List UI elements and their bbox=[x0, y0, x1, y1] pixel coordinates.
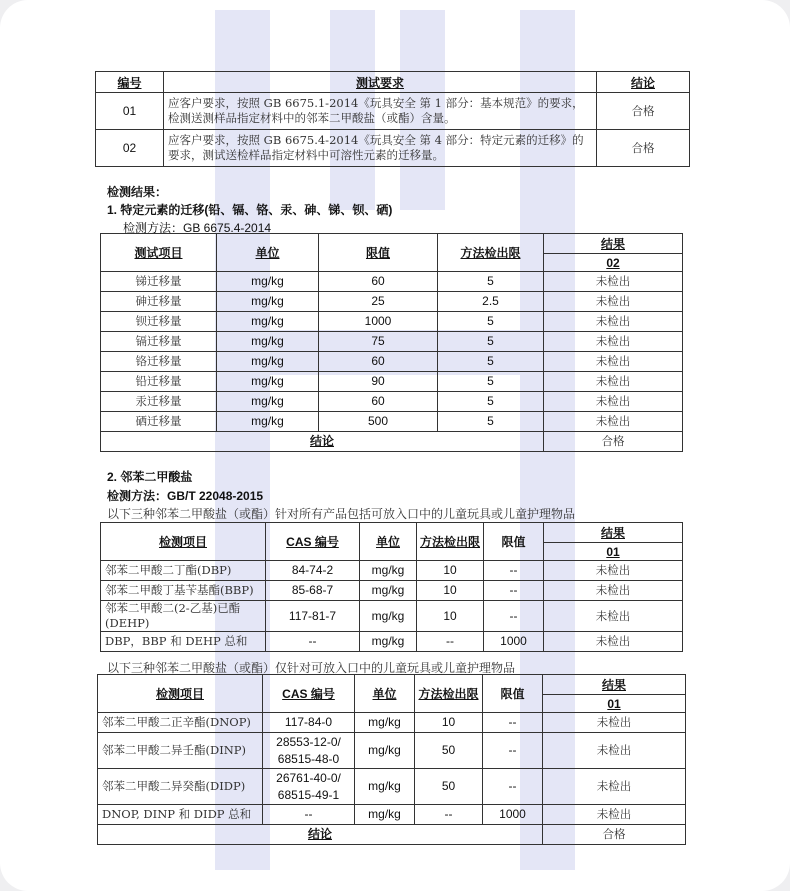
table-cell: 结论 bbox=[98, 825, 543, 845]
table-row bbox=[101, 372, 683, 392]
table-cell: 邻苯二甲酸二异壬酯(DINP) bbox=[98, 733, 263, 769]
table-cell: mg/kg bbox=[355, 733, 415, 769]
table-cell: 未检出 bbox=[543, 713, 686, 733]
table-cell: -- bbox=[266, 632, 360, 652]
phthalate-table-2 bbox=[97, 674, 686, 845]
table-cell: 60 bbox=[319, 392, 438, 412]
table-row bbox=[98, 825, 686, 845]
table-cell: -- bbox=[417, 632, 484, 652]
table-row bbox=[101, 632, 683, 652]
table-cell: 铅迁移量 bbox=[101, 372, 217, 392]
table-cell: mg/kg bbox=[217, 332, 319, 352]
table-cell: 汞迁移量 bbox=[101, 392, 217, 412]
table-cell: 镉迁移量 bbox=[101, 332, 217, 352]
table-cell: 60 bbox=[319, 352, 438, 372]
table-cell: mg/kg bbox=[217, 352, 319, 372]
table-row bbox=[96, 130, 690, 167]
table-cell: 50 bbox=[415, 769, 483, 805]
header-sample: 01 bbox=[543, 695, 686, 713]
cell-id: 01 bbox=[96, 93, 164, 130]
table-cell: 砷迁移量 bbox=[101, 292, 217, 312]
table-cell: 90 bbox=[319, 372, 438, 392]
table-cell: mg/kg bbox=[217, 372, 319, 392]
table-cell: -- bbox=[483, 713, 543, 733]
table-cell: 邻苯二甲酸丁基苄基酯(BBP) bbox=[101, 581, 266, 601]
header-limit: 限值 bbox=[484, 523, 544, 561]
table-cell: mg/kg bbox=[360, 581, 417, 601]
cell-text: 应客户要求，按照 GB 6675.4-2014《玩具安全 第 4 部分：特定元素的迁移》的要求，测试送检样品指定材料中可溶性元素的迁移量。 bbox=[164, 130, 597, 167]
table-row bbox=[101, 292, 683, 312]
header-sample: 01 bbox=[544, 543, 683, 561]
cas-number: 26761-40-0/ bbox=[276, 770, 341, 785]
section1-title: 1. 特定元素的迁移(铅、镉、铬、汞、砷、锑、钡、硒) bbox=[107, 203, 393, 217]
table-cell: DNOP, DINP 和 DIDP 总和 bbox=[98, 805, 263, 825]
table-cell: 未检出 bbox=[544, 412, 683, 432]
header-cas: CAS 编号 bbox=[263, 675, 355, 713]
table-cell: 未检出 bbox=[544, 601, 683, 632]
table-row bbox=[101, 432, 683, 452]
table-cell: mg/kg bbox=[355, 805, 415, 825]
table-cell: 1000 bbox=[483, 805, 543, 825]
table-cell: mg/kg bbox=[360, 601, 417, 632]
table-cell: 10 bbox=[415, 713, 483, 733]
table-cell: mg/kg bbox=[217, 412, 319, 432]
table-row bbox=[101, 332, 683, 352]
table-cell: 84-74-2 bbox=[266, 561, 360, 581]
table-row bbox=[101, 412, 683, 432]
table-cell: -- bbox=[483, 769, 543, 805]
migration-table bbox=[100, 233, 683, 452]
table-cell: 1000 bbox=[319, 312, 438, 332]
table-cell: 邻苯二甲酸二(2-乙基)已酯(DEHP) bbox=[101, 601, 266, 632]
table-cell: 铬迁移量 bbox=[101, 352, 217, 372]
table-cell: 5 bbox=[438, 412, 544, 432]
table-cell: 未检出 bbox=[544, 581, 683, 601]
table-cell: 锑迁移量 bbox=[101, 272, 217, 292]
table-cell: 未检出 bbox=[543, 805, 686, 825]
table-cell: mg/kg bbox=[217, 292, 319, 312]
cell-result: 合格 bbox=[597, 93, 690, 130]
section2-note2: 以下三种邻苯二甲酸盐（或酯）仅针对可放入口中的儿童玩具或儿童护理物品 bbox=[107, 661, 516, 675]
table-cell: -- bbox=[484, 561, 544, 581]
header-limit: 限值 bbox=[319, 234, 438, 272]
section2-note1: 以下三种邻苯二甲酸盐（或酯）针对所有产品包括可放入口中的儿童玩具或儿童护理物品 bbox=[107, 507, 576, 521]
header-conclusion: 结论 bbox=[597, 72, 690, 93]
table-cell: 85-68-7 bbox=[266, 581, 360, 601]
header-sample: 02 bbox=[544, 254, 683, 272]
cell-result: 合格 bbox=[597, 130, 690, 167]
header-result: 结果 bbox=[544, 523, 683, 543]
table-cell: mg/kg bbox=[355, 769, 415, 805]
table-cell: 未检出 bbox=[544, 561, 683, 581]
table-row bbox=[96, 93, 690, 130]
table-cell: 邻苯二甲酸二丁酯(DBP) bbox=[101, 561, 266, 581]
section2-title: 2. 邻苯二甲酸盐 bbox=[107, 470, 193, 484]
table-row bbox=[101, 581, 683, 601]
table-cell: 5 bbox=[438, 272, 544, 292]
header-item: 检测项目 bbox=[101, 523, 266, 561]
table-cell: 117-84-0 bbox=[263, 713, 355, 733]
table-cell: 5 bbox=[438, 372, 544, 392]
table-cell: -- bbox=[263, 805, 355, 825]
table-cell: -- bbox=[415, 805, 483, 825]
table-cell: 5 bbox=[438, 332, 544, 352]
header-item: 测试项目 bbox=[101, 234, 217, 272]
table-cell: -- bbox=[484, 581, 544, 601]
table-row bbox=[101, 561, 683, 581]
table-cell: 25 bbox=[319, 292, 438, 312]
table-cell: 未检出 bbox=[543, 769, 686, 805]
header-requirement: 测试要求 bbox=[164, 72, 597, 93]
cas-number: 68515-48-0 bbox=[277, 751, 340, 766]
table-row bbox=[101, 312, 683, 332]
requirements-table bbox=[95, 71, 690, 167]
results-title: 检测结果： bbox=[107, 185, 168, 199]
table-cell: 未检出 bbox=[544, 332, 683, 352]
section1-method: 检测方法：GB 6675.4-2014 bbox=[123, 221, 272, 235]
table-cell: 50 bbox=[415, 733, 483, 769]
table-row bbox=[98, 805, 686, 825]
table-cell: 5 bbox=[438, 312, 544, 332]
table-cell: -- bbox=[483, 733, 543, 769]
table-cell: 10 bbox=[417, 561, 484, 581]
table-cell: 10 bbox=[417, 581, 484, 601]
header-id: 编号 bbox=[96, 72, 164, 93]
header-result: 结果 bbox=[544, 234, 683, 254]
table-cell: 60 bbox=[319, 272, 438, 292]
table-cell: 5 bbox=[438, 352, 544, 372]
header-detection-limit: 方法检出限 bbox=[438, 234, 544, 272]
table-cell: 合格 bbox=[543, 825, 686, 845]
table-cell: 钡迁移量 bbox=[101, 312, 217, 332]
table-cell: mg/kg bbox=[217, 272, 319, 292]
phthalate-table-1 bbox=[100, 522, 683, 652]
table-cell bbox=[263, 769, 355, 805]
table-cell: 邻苯二甲酸二异癸酯(DIDP) bbox=[98, 769, 263, 805]
table-row bbox=[98, 713, 686, 733]
table-cell: 未检出 bbox=[544, 352, 683, 372]
header-cas: CAS 编号 bbox=[266, 523, 360, 561]
table-cell: 硒迁移量 bbox=[101, 412, 217, 432]
table-cell: 未检出 bbox=[544, 632, 683, 652]
table-cell: mg/kg bbox=[360, 561, 417, 581]
header-detection-limit: 方法检出限 bbox=[415, 675, 483, 713]
table-cell: mg/kg bbox=[217, 392, 319, 412]
table-cell: 1000 bbox=[484, 632, 544, 652]
table-row bbox=[101, 352, 683, 372]
table-cell: 未检出 bbox=[544, 272, 683, 292]
table-cell: 结论 bbox=[101, 432, 544, 452]
table-cell: mg/kg bbox=[360, 632, 417, 652]
header-unit: 单位 bbox=[360, 523, 417, 561]
header-unit: 单位 bbox=[217, 234, 319, 272]
table-cell: mg/kg bbox=[217, 312, 319, 332]
table-cell: 5 bbox=[438, 392, 544, 412]
table-cell: 117-81-7 bbox=[266, 601, 360, 632]
table-row bbox=[98, 769, 686, 805]
table-row bbox=[101, 601, 683, 632]
table-cell: 500 bbox=[319, 412, 438, 432]
table-cell: DBP，BBP 和 DEHP 总和 bbox=[101, 632, 266, 652]
cell-text: 应客户要求，按照 GB 6675.1-2014《玩具安全 第 1 部分：基本规范》的要求，检测送测样品指定材料中的邻苯二甲酸盐（或酯）含量。 bbox=[164, 93, 597, 130]
table-row bbox=[101, 392, 683, 412]
table-cell: 10 bbox=[417, 601, 484, 632]
cas-number: 68515-49-1 bbox=[277, 787, 340, 802]
table-cell: 未检出 bbox=[544, 372, 683, 392]
table-cell: mg/kg bbox=[355, 713, 415, 733]
header-unit: 单位 bbox=[355, 675, 415, 713]
table-cell: 75 bbox=[319, 332, 438, 352]
header-limit: 限值 bbox=[483, 675, 543, 713]
table-cell: -- bbox=[484, 601, 544, 632]
table-cell: 未检出 bbox=[543, 733, 686, 769]
table-cell bbox=[263, 733, 355, 769]
table-row bbox=[101, 272, 683, 292]
table-cell: 邻苯二甲酸二正辛酯(DNOP) bbox=[98, 713, 263, 733]
table-cell: 2.5 bbox=[438, 292, 544, 312]
header-item: 检测项目 bbox=[98, 675, 263, 713]
cas-number: 28553-12-0/ bbox=[276, 734, 341, 749]
table-row bbox=[98, 733, 686, 769]
table-cell: 合格 bbox=[544, 432, 683, 452]
table-cell: 未检出 bbox=[544, 392, 683, 412]
header-detection-limit: 方法检出限 bbox=[417, 523, 484, 561]
cell-id: 02 bbox=[96, 130, 164, 167]
header-result: 结果 bbox=[543, 675, 686, 695]
table-cell: 未检出 bbox=[544, 312, 683, 332]
section2-method: 检测方法：GB/T 22048-2015 bbox=[107, 489, 264, 503]
table-cell: 未检出 bbox=[544, 292, 683, 312]
